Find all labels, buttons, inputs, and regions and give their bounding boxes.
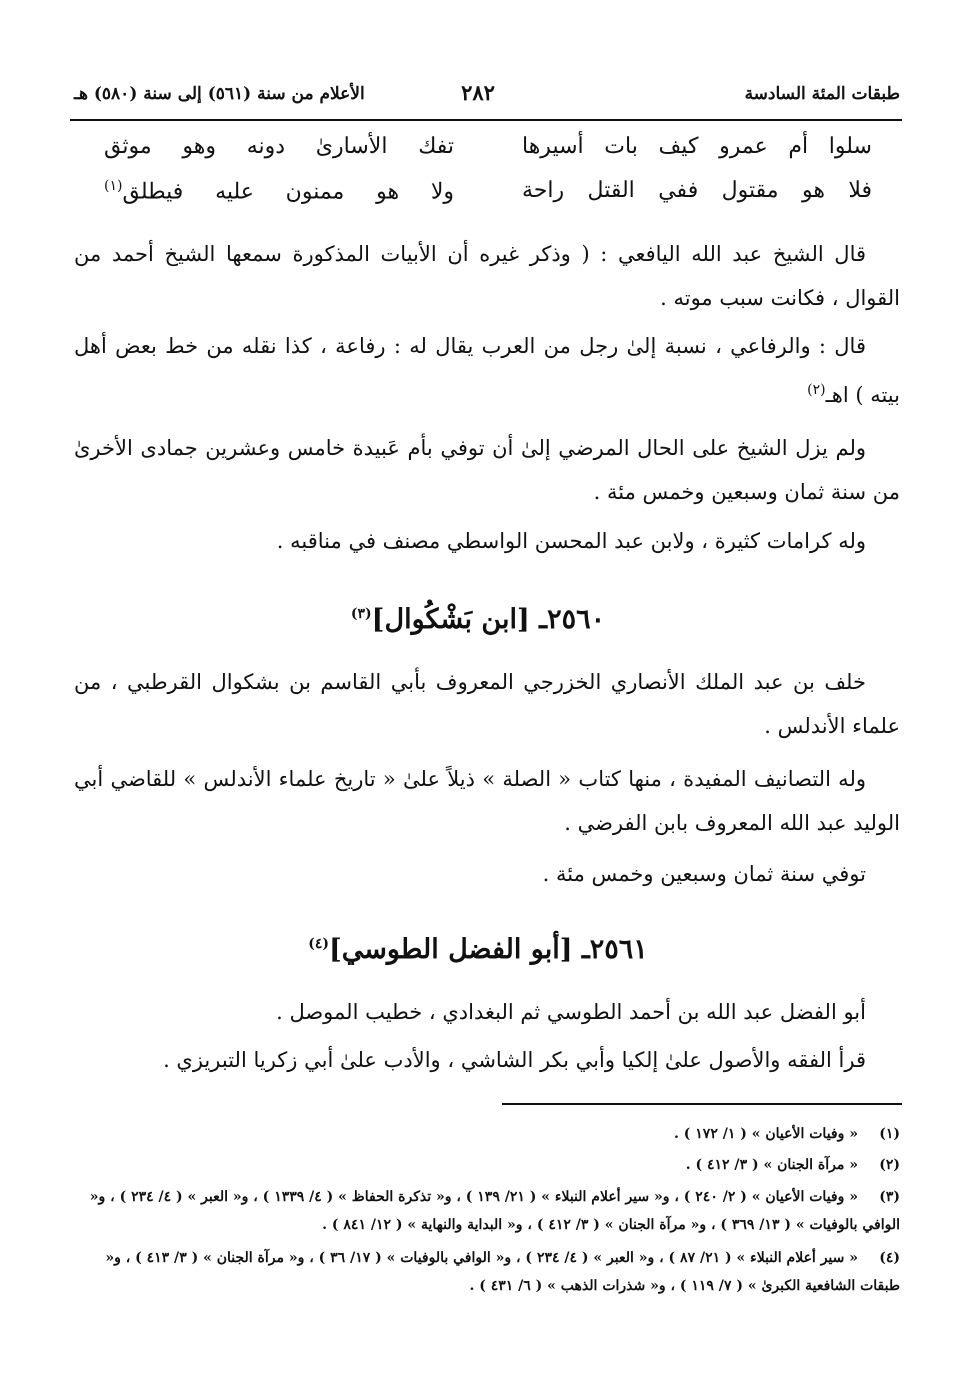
footnote-marker: (٤) bbox=[308, 936, 329, 952]
paragraph bbox=[74, 852, 900, 896]
entry-title bbox=[0, 934, 956, 965]
poem-hemistich-second: تفك الأسارىٰ دونه وهو موثق bbox=[104, 134, 454, 159]
paragraph-text: وله التصانيف المفيدة ، منها كتاب « الصلة » ذيلاً علىٰ « تاريخ علماء الأندلس » للقاضي أبي الوليد عبد الله المعروف بابن الفرضي . bbox=[74, 767, 900, 835]
footnote bbox=[74, 1183, 900, 1239]
footnote-number: (٢) bbox=[879, 1157, 900, 1173]
paragraph-text: وله كرامات كثيرة ، ولابن عبد المحسن الواسطي مصنف في مناقبه . bbox=[276, 529, 866, 553]
running-header-section: طبقات المئة السادسة bbox=[744, 84, 900, 104]
running-header-range: الأعلام من سنة (٥٦١) إلى سنة (٥٨٠) هـ bbox=[74, 84, 365, 104]
footnote bbox=[74, 1120, 900, 1148]
paragraph bbox=[74, 660, 900, 748]
footnote-number: (١) bbox=[879, 1126, 900, 1142]
entry-title bbox=[0, 604, 956, 635]
footnote-text: « وفيات الأعيان » ( ٢/ ٢٤٠ ) ، و« سير أعلام النبلاء » ( ٢١/ ١٣٩ ) ، و« تذكرة الحفاظ » ( ٤/ ١٣٣٩ ) ، و« العبر » ( ٤/ ٢٣٤ ) ، و« الوافي بالوفيات » ( ١٣/ ٣٦٩ ) ، و« مرآة الجنان » ( ٣/ ٤١٢ ) ، و« البداية والنهاية » ( ١٢/ ٨٤١ ) . bbox=[89, 1189, 900, 1233]
footnote-number: (٤) bbox=[879, 1250, 900, 1266]
poem-hemistich-text: ولا هو ممنون عليه فيطلق bbox=[122, 179, 454, 205]
entry-title-text: ٢٥٦١ـ [أبو الفضل الطوسي] bbox=[328, 934, 648, 965]
poem-verse bbox=[104, 178, 872, 218]
footnote-marker: (٣) bbox=[350, 606, 372, 622]
footnote bbox=[74, 1151, 900, 1179]
paragraph-text: قال الشيخ عبد الله اليافعي : ( وذكر غيره أن الأبيات المذكورة سمعها الشيخ أحمد من القوال ، فكانت سبب موته . bbox=[74, 242, 900, 310]
paragraph bbox=[74, 757, 900, 845]
paragraph bbox=[74, 519, 900, 563]
paragraph-text: توفي سنة ثمان وسبعين وخمس مئة . bbox=[542, 862, 866, 886]
paragraph-text: خلف بن عبد الملك الأنصاري الخزرجي المعروف بأبي القاسم بن بشكوال القرطبي ، من علماء الأندلس . bbox=[74, 670, 900, 738]
footnote-rule bbox=[502, 1103, 902, 1105]
footnote-marker: (١) bbox=[104, 178, 123, 194]
paragraph bbox=[74, 324, 900, 417]
header-rule bbox=[70, 119, 902, 121]
footnote-number: (٣) bbox=[879, 1189, 900, 1205]
page-number: ٢٨٢ bbox=[461, 80, 495, 105]
paragraph-text: قرأ الفقه والأصول علىٰ إلكيا وأبي بكر الشاشي ، والأدب علىٰ أبي زكريا التبريزي . bbox=[163, 1048, 866, 1072]
footnote-text: « مرآة الجنان » ( ٣/ ٤١٢ ) . bbox=[685, 1157, 858, 1173]
paragraph bbox=[74, 990, 900, 1034]
poem-verse bbox=[104, 134, 872, 174]
footnote-marker: (٢) bbox=[807, 382, 826, 398]
paragraph-text: قال : والرفاعي ، نسبة إلىٰ رجل من العرب يقال له : رفاعة ، كذا نقله من خط بعض أهل بيته ) اهـ bbox=[74, 334, 900, 407]
paragraph-text: أبو الفضل عبد الله بن أحمد الطوسي ثم البغدادي ، خطيب الموصل . bbox=[276, 1000, 866, 1024]
poem-hemistich-first: سلوا أم عمرو كيف بات أسيرها bbox=[522, 134, 872, 159]
paragraph bbox=[74, 1038, 900, 1082]
paragraph-text: ولم يزل الشيخ على الحال المرضي إلىٰ أن توفي بأم عَبيدة خامس وعشرين جمادى الأخرىٰ من سنة ثمان وسبعين وخمس مئة . bbox=[74, 436, 900, 504]
footnote-text: « وفيات الأعيان » ( ١/ ١٧٢ ) . bbox=[674, 1126, 858, 1142]
poem-hemistich-first: فلا هو مقتول ففي القتل راحة bbox=[522, 178, 872, 203]
footnote-text: « سير أعلام النبلاء » ( ٢١/ ٨٧ ) ، و« العبر » ( ٤/ ٢٣٤ ) ، و« الوافي بالوفيات » ( ١٧/ ٣٦ ) ، و« مرآة الجنان » ( ٣/ ٤١٣ ) ، و« طبقات الشافعية الكبرىٰ » ( ٧/ ١١٩ ) ، و« شذرات الذهب » ( ٦/ ٤٣١ ) . bbox=[105, 1250, 900, 1294]
poem-hemistich-second bbox=[104, 178, 454, 204]
footnote bbox=[74, 1244, 900, 1300]
paragraph bbox=[74, 426, 900, 514]
entry-title-text: ٢٥٦٠ـ [ابن بَشْكُوال] bbox=[371, 604, 606, 635]
paragraph bbox=[74, 232, 900, 320]
